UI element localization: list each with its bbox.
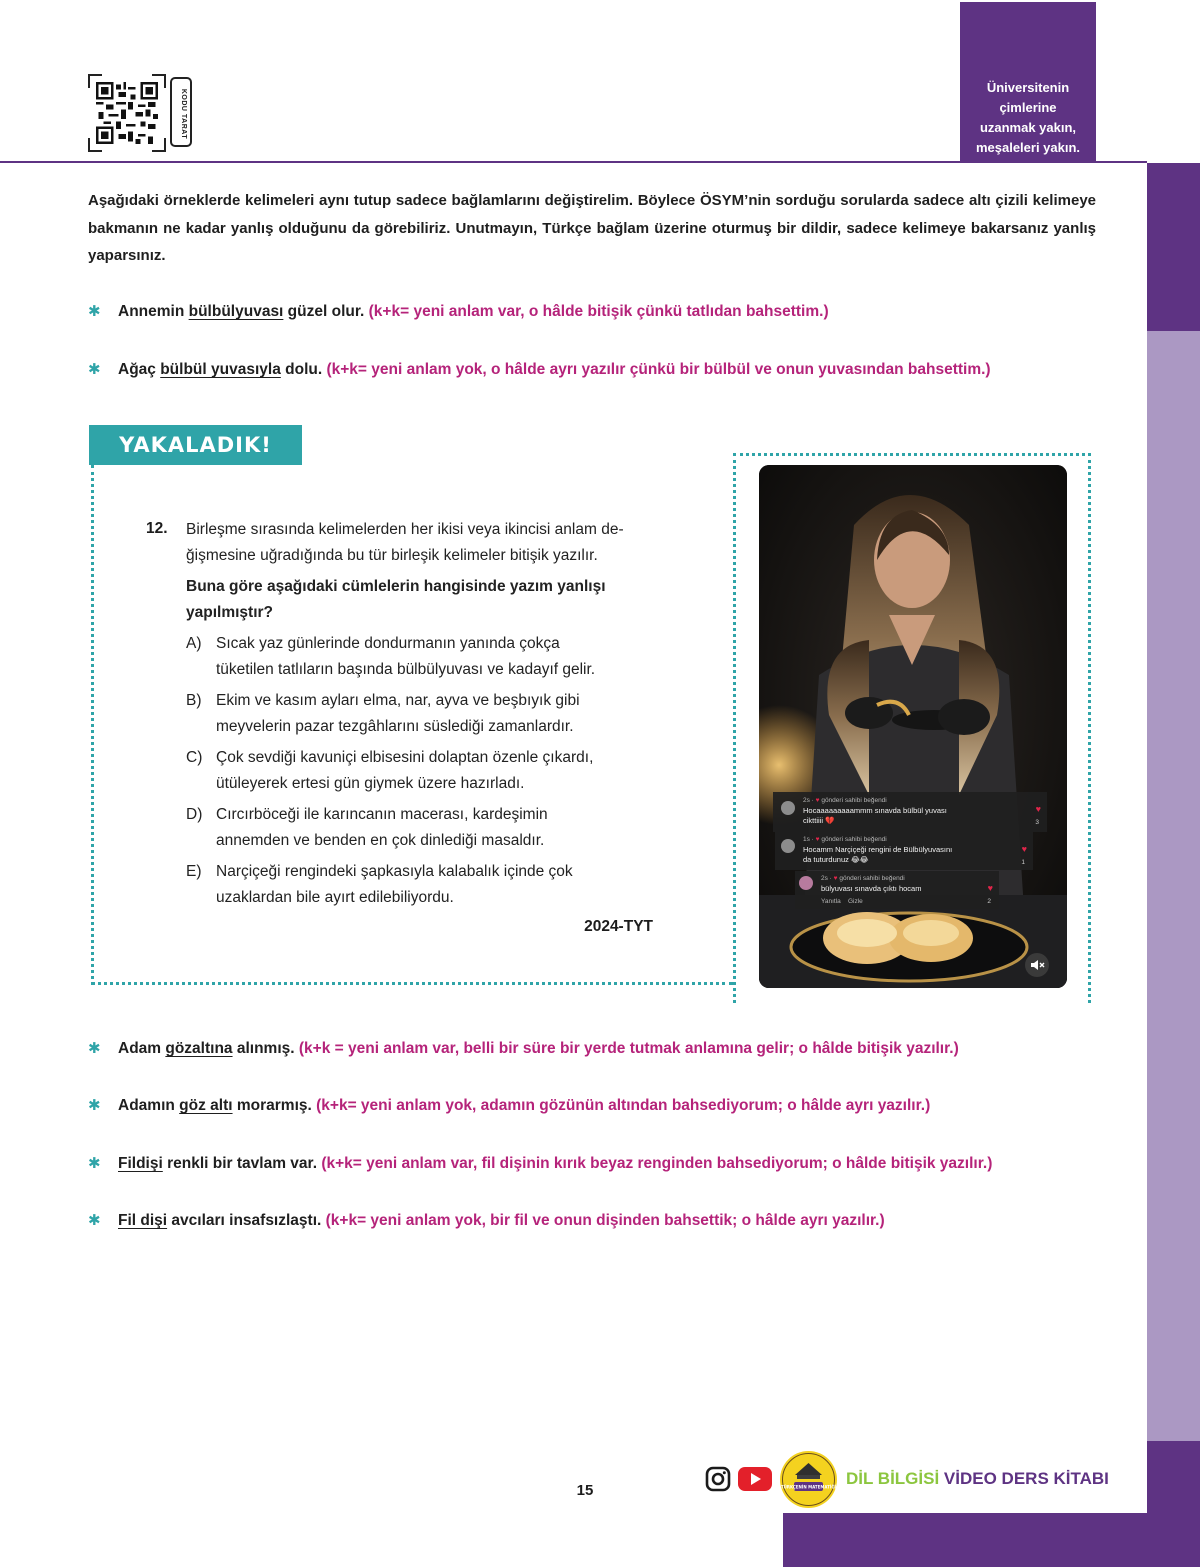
question-source: 2024-TYT — [584, 918, 653, 935]
example-row: ✱ Ağaç bülbül yuvasıyla dolu. (k+k= yeni anlam yok, o hâlde ayrı yazılır çünkü bir bülbül ve onun yuvasından bahsettim.) — [88, 361, 991, 378]
answer-option-b[interactable]: B) Ekim ve kasım ayları elma, nar, ayva ve beşbıyık gibi meyvelerin pazar tezgâhlarını süslediği zamanlardır. — [186, 692, 580, 735]
qr-label-text: KODU TARAT — [180, 88, 187, 140]
question-number: 12. — [146, 520, 168, 537]
asterisk-bullet-icon: ✱ — [88, 1212, 101, 1229]
video-comment: 2s · ♥ gönderi sahibi beğendi bülyuvası sınavda çıktı hocam Yanıtla Gizle ♥ 2 — [795, 871, 999, 909]
slogan-line: Üniversitenin — [986, 80, 1070, 95]
example-row: ✱ Fildişi renkli bir tavlam var. (k+k= yeni anlam var, fil dişinin kırık beyaz renginden bahsediyorum; o hâlde bitişik yazılır.) — [88, 1155, 993, 1172]
example-row: ✱ Adamın göz altı morarmış. (k+k= yeni anlam yok, adamın gözünün altından bahsediyorum; o hâlde ayrı yazılır.) — [88, 1097, 931, 1114]
question-prompt: Buna göre aşağıdaki cümlelerin hangisinde yazım yanlışı yapılmıştır? — [186, 578, 606, 621]
asterisk-bullet-icon: ✱ — [88, 1097, 101, 1114]
asterisk-bullet-icon: ✱ — [88, 303, 101, 320]
speaker-muted-icon — [1025, 953, 1049, 977]
book-title: DİL BİLGİSİ VİDEO DERS KİTABI — [846, 1469, 1109, 1488]
slogan-line: uzanmak yakın, — [979, 120, 1077, 135]
turkcenin-matematigi-logo — [780, 1451, 837, 1508]
question-stem: Birleşme sırasında kelimelerden her ikisi veya ikincisi anlam de- ğişmesine uğradığında bu tür birleşik kelimeler bitişik yazılır. — [186, 521, 624, 564]
answer-option-a[interactable]: A) Sıcak yaz günlerinde dondurmanın yanında çokça tüketilen tatlıların başında bülbülyuvası ve kadayıf gelir. — [186, 635, 596, 678]
example-row: ✱ Fil dişi avcıları insafsızlaştı. (k+k= yeni anlam yok, bir fil ve onun dişinden bahsettik; o hâlde ayrı yazılır.) — [88, 1212, 885, 1229]
page-number: 15 — [576, 1482, 594, 1499]
video-comment: 2s · ♥ gönderi sahibi beğendi Hocaaaaaaaaammm sınavda bülbül yuvası cikttiiii 💔 ♥ 3 — [773, 792, 1047, 832]
qr-code-icon[interactable] — [96, 82, 158, 144]
example-row: ✱ Annemin bülbülyuvası güzel olur. (k+k= yeni anlam var, o hâlde bitişik çünkü tatlıdan bahsettim.) — [88, 303, 829, 320]
slogan-line: meşaleleri yakın. — [975, 140, 1081, 155]
video-thumbnail[interactable] — [759, 465, 1067, 988]
slogan-box — [960, 2, 1096, 162]
heart-icon: ♥ — [1035, 804, 1041, 814]
side-bar-light — [1147, 331, 1200, 1441]
side-bar-dark — [1147, 163, 1200, 331]
answer-option-e[interactable]: E) Narçiçeği rengindeki şapkasıyla kalabalık içinde çok uzaklardan bile ayırt edilebiliyordu. — [186, 863, 573, 906]
asterisk-bullet-icon: ✱ — [88, 1040, 101, 1057]
video-scene-illustration — [759, 465, 1067, 988]
heart-icon: ♥ — [1021, 844, 1027, 854]
video-comment: 1s · ♥ gönderi sahibi beğendi Hocamm Narçiçeği rengini de Bülbülyuvasını da tuturdunuz 😂😂 ♥ 1 — [775, 832, 1033, 870]
slogan-line: çimlerine — [999, 100, 1057, 115]
svg-text:TÜRKÇENİN MATEMATİĞİ: TÜRKÇENİN MATEMATİĞİ — [780, 1484, 837, 1490]
example-row: ✱ Adam gözaltına alınmış. (k+k = yeni anlam var, belli bir süre bir yerde tutmak anlamına gelir; o hâlde bitişik yazılır.) — [88, 1040, 959, 1057]
heart-icon: ♥ — [987, 883, 993, 893]
intro-paragraph: Aşağıdaki örneklerde kelimeleri aynı tutup sadece bağlamlarını değiştirelim. Böylece ÖSYM’nin sorduğu sorularda sadece altı çizili kelimeye bakmanın ne kadar yanlış olduğunu da görebiliriz. Unutmayın, Türkçe bağlam üzerine oturmuş bir dildir, sadece kelimeye bakarsanız yanlış yaparsınız. — [88, 192, 1096, 264]
answer-option-d[interactable]: D) Cırcırböceği ile karıncanın macerası, kardeşimin annemden ve benden en çok dinlediği masaldır. — [186, 806, 548, 849]
yakaladik-label: YAKALADIK! — [89, 425, 302, 465]
youtube-icon[interactable] — [738, 1467, 772, 1491]
instagram-icon[interactable] — [705, 1466, 731, 1492]
asterisk-bullet-icon: ✱ — [88, 361, 101, 378]
asterisk-bullet-icon: ✱ — [88, 1155, 101, 1172]
qr-scan-label — [170, 77, 192, 147]
mute-button[interactable] — [1025, 953, 1049, 977]
answer-option-c[interactable]: C) Çok sevdiği kavuniçi elbisesini dolaptan özenle çıkardı, ütüleyerek ertesi gün giymek üzere hazırladı. — [186, 749, 594, 792]
